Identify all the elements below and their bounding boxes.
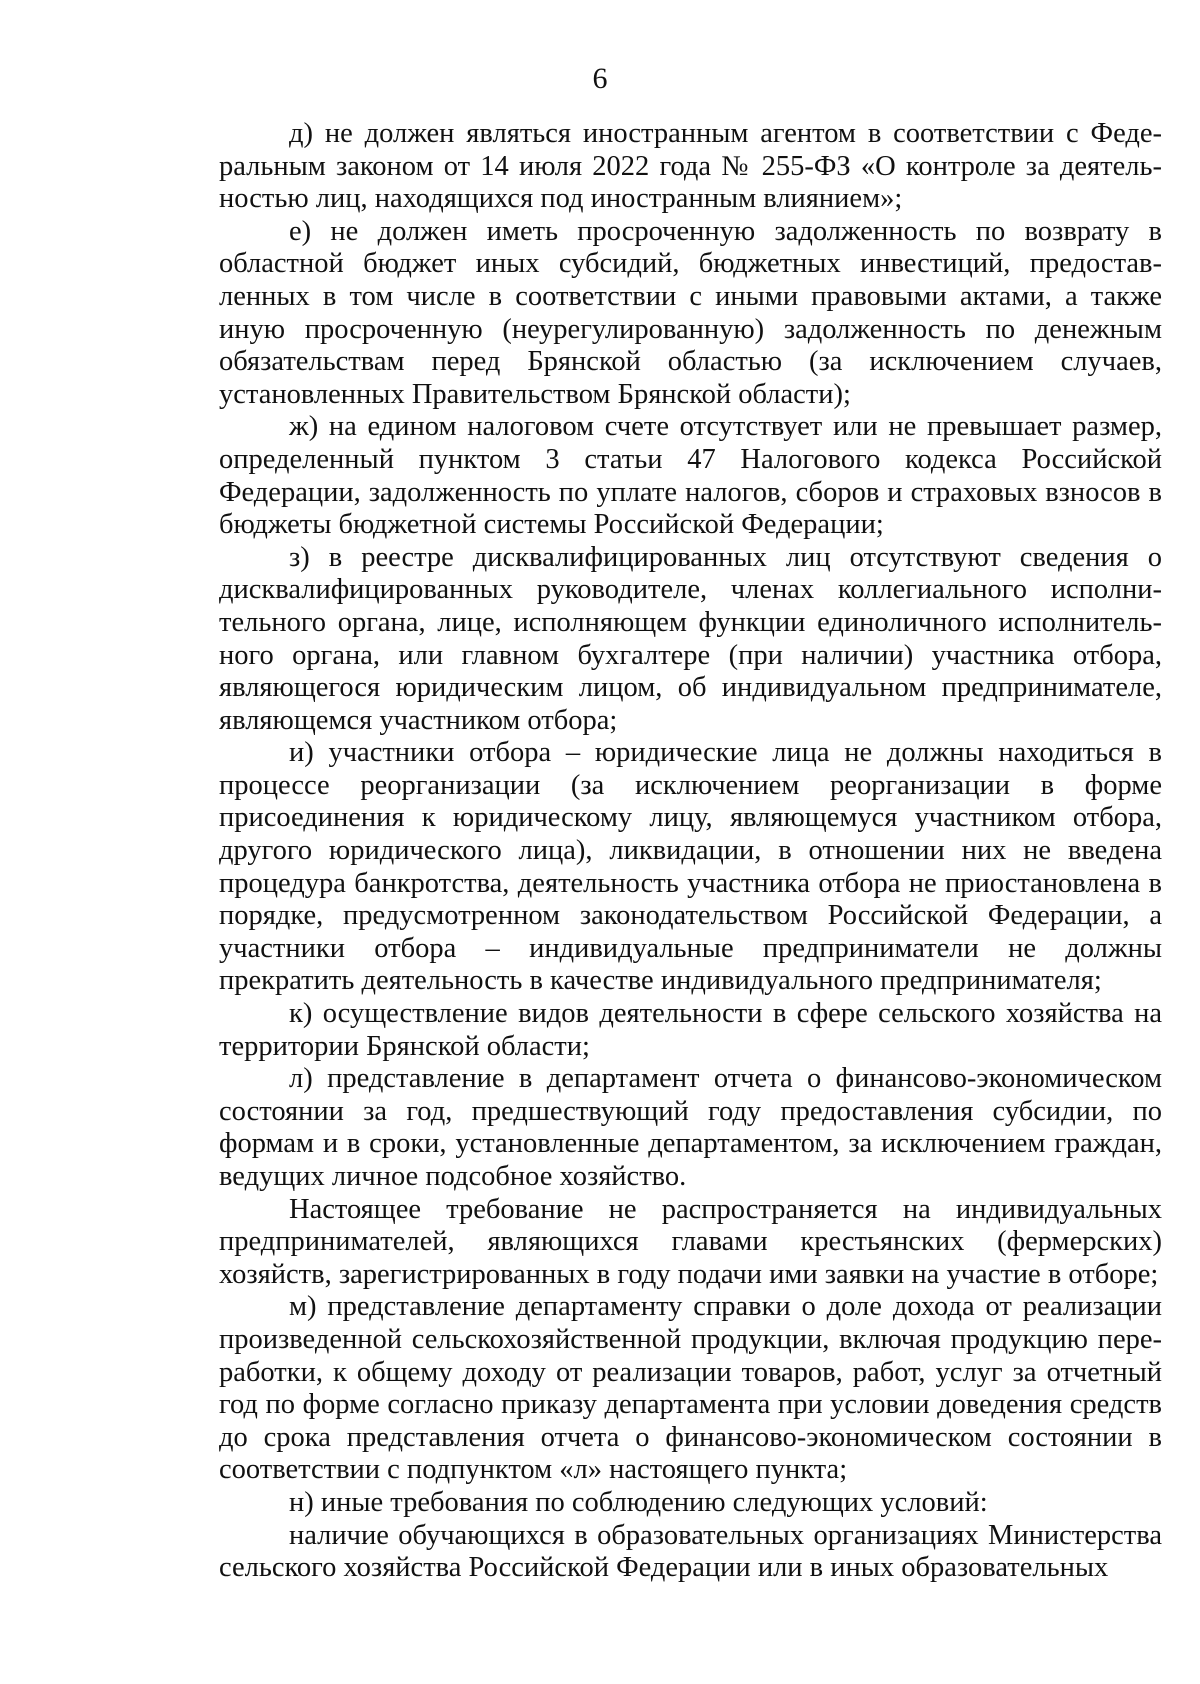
paragraph-e: е) не должен иметь просроченную задолженность по возврату в областной бюджет иных субсидий, бюджетных инвестиций, предоставленных в том числе в соответствии с иными правовыми актами, а также иную просроченную (неурегулированную) задолженность по денежным обязательствам перед Брянской областью (за исключением случаев, установленных Правительством Брянской области); bbox=[219, 215, 1162, 410]
paragraph-l-note: Настоящее требование не распространяется на индивидуальных предпринимателей, являющихся главами крестьянских (фермерских) хозяйств, зарегистрированных в году подачи ими заявки на участие в отборе; bbox=[219, 1193, 1162, 1290]
paragraph-zh: ж) на едином налоговом счете отсутствует или не превышает размер, определенный пунктом 3 статьи 47 Налогового кодекса Российской Федерации, задолженность по уплате налогов, сборов и страховых взносов в бюджеты бюджетной системы Российской Федерации; bbox=[219, 411, 1162, 541]
paragraph-m: м) представление департаменту справки о доле дохода от реализации произведенной сельскохозяйственной продукции, включая продукцию переработки, к общему доходу от реализации товаров, работ, услуг за отчетный год по форме согласно приказу департамента при условии доведения средств до срока представления отчета о финансово-экономическом состоянии в соответствии с подпунктом «л» настоящего пункта; bbox=[219, 1291, 1162, 1486]
paragraph-n: н) иные требования по соблюдению следующих условий: bbox=[289, 1486, 988, 1518]
paragraph-i: и) участники отбора – юридические лица не должны находиться в процессе реорганизации (за исключением реорганизации в форме присоединения к юридическому лицу, являющемуся участником отбора, другого юридического лица), ликвидации, в отношении них не введена процедура банкротства, деятельность участника отбора не приостановлена в порядке, предусмотренном законодательством Российской Федерации, а участники отбора – индивидуальные предприниматели не должны прекратить деятельность в качестве индивидуального предпринимателя; bbox=[219, 737, 1162, 997]
document-body bbox=[219, 118, 1162, 1585]
paragraph-l: л) представление в департамент отчета о финансово-экономическом состоянии за год, предшествующий году предоставления субсидии, по формам и в сроки, установленные департаментом, за исключением граждан, ведущих личное подсобное хозяйство. bbox=[219, 1063, 1162, 1192]
paragraph-n-condition: наличие обучающихся в образовательных организациях Министерства сельского хозяйства Российской Федерации или в иных образовательных bbox=[219, 1519, 1162, 1584]
paragraph-z: з) в реестре дисквалифицированных лиц отсутствуют сведения о дисквалифицированных руководителе, членах коллегиального исполнительного органа, лице, исполняющем функции единоличного исполнительного органа, или главном бухгалтере (при наличии) участника отбора, являющегося юридическим лицом, об индивидуальном предпринимателе, являющемся участником отбора; bbox=[219, 541, 1162, 736]
paragraph-k: к) осуществление видов деятельности в сфере сельского хозяйства на территории Брянской области; bbox=[219, 998, 1162, 1062]
paragraph-d: д) не должен являться иностранным агентом в соответствии с Федеральным законом от 14 июля 2022 года № 255-ФЗ «О контроле за деятельностью лиц, находящихся под иностранным влиянием»; bbox=[219, 118, 1162, 215]
page-number: 6 bbox=[592, 62, 608, 95]
